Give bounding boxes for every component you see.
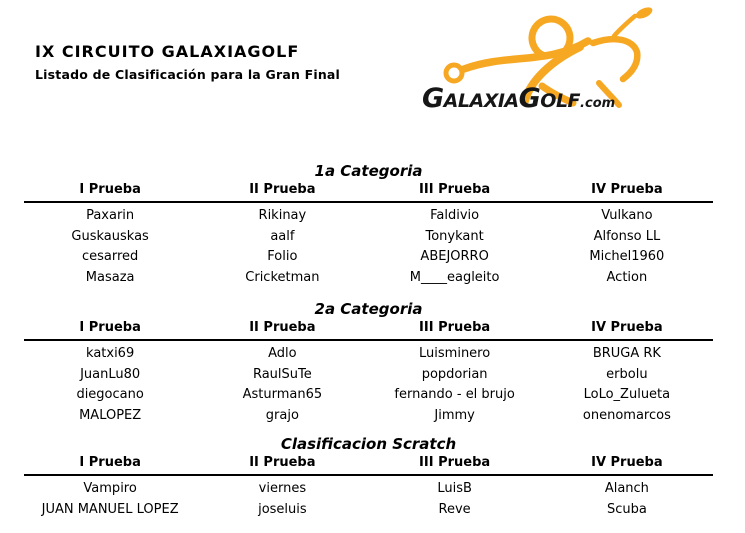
player-name-cell: popdorian — [421, 366, 488, 382]
table-row — [24, 406, 713, 427]
player-name-cell: grajo — [265, 407, 299, 423]
player-name-cell: Cricketman — [245, 269, 320, 285]
player-name-cell: Paxarin — [86, 208, 135, 223]
column-header: I Prueba — [24, 182, 196, 202]
brand-suffix: .com — [580, 96, 616, 111]
player-name-cell: Tonykant — [425, 228, 484, 244]
doc-title: IX CIRCUITO GALAXIAGOLF — [35, 42, 300, 61]
results-table — [24, 182, 713, 288]
player-name-cell: Guskauskas — [71, 228, 149, 244]
player-name-cell: viernes — [258, 481, 307, 496]
player-name-cell: cesarred — [81, 249, 139, 264]
column-header: II Prueba — [196, 455, 368, 475]
table-row — [24, 202, 713, 227]
column-header: I Prueba — [24, 320, 196, 340]
player-name-cell: fernando - el brujo — [394, 387, 515, 402]
player-name-cell: aalf — [270, 228, 295, 244]
player-name-cell: Faldivio — [430, 208, 480, 223]
category-section — [24, 299, 713, 426]
player-name-cell: joseluis — [258, 501, 307, 517]
player-name-cell: Alfonso LL — [593, 228, 661, 244]
player-name-cell: JuanLu80 — [80, 366, 141, 382]
player-name-cell: Action — [606, 269, 648, 285]
column-header: IV Prueba — [541, 182, 713, 202]
player-name-cell: erbolu — [606, 366, 648, 382]
column-header: III Prueba — [369, 182, 541, 202]
player-name-cell: Vulkano — [601, 208, 653, 223]
player-name-cell: Vampiro — [83, 481, 137, 496]
player-name-cell: BRUGA RK — [592, 346, 661, 361]
table-row — [24, 227, 713, 248]
section-title: 1a Categoria — [314, 162, 423, 180]
player-name-cell: Scuba — [606, 501, 647, 517]
section-title: 2a Categoria — [314, 300, 423, 318]
player-name-cell: katxi69 — [86, 346, 135, 361]
column-header: IV Prueba — [541, 455, 713, 475]
galaxiagolf-logo — [418, 3, 728, 129]
player-name-cell: LoLo_Zulueta — [583, 387, 671, 402]
column-header: II Prueba — [196, 182, 368, 202]
column-header: IV Prueba — [541, 320, 713, 340]
player-name-cell: Luisminero — [419, 346, 491, 361]
table-row — [24, 247, 713, 268]
section-title: Clasificacion Scratch — [280, 435, 457, 453]
table-row — [24, 268, 713, 289]
table-row — [24, 500, 713, 521]
column-header-row — [24, 455, 713, 475]
doc-subtitle: Listado de Clasificación para la Gran Final — [35, 67, 341, 82]
player-name-cell: onenomarcos — [582, 407, 671, 423]
player-name-cell: Reve — [438, 501, 471, 517]
player-name-cell: M____eagleito — [409, 269, 500, 285]
column-header: II Prueba — [196, 320, 368, 340]
player-name-cell: Michel1960 — [589, 249, 665, 264]
player-name-cell: Adlo — [268, 346, 297, 361]
player-name-cell: ABEJORRO — [420, 249, 489, 264]
column-header-row — [24, 182, 713, 202]
brand-letters: OLF — [540, 90, 581, 112]
player-name-cell: Folio — [267, 249, 298, 264]
player-name-cell: Masaza — [85, 269, 135, 285]
player-name-cell: Rikinay — [258, 208, 307, 223]
table-row — [24, 340, 713, 365]
brand-letter: G — [422, 83, 444, 114]
table-row — [24, 365, 713, 386]
player-name-cell: LuisB — [437, 481, 472, 496]
results-table — [24, 455, 713, 520]
column-header: I Prueba — [24, 455, 196, 475]
column-header-row — [24, 320, 713, 340]
brand-wordmark — [422, 83, 615, 114]
table-row — [24, 385, 713, 406]
results-table — [24, 320, 713, 426]
column-header: III Prueba — [369, 455, 541, 475]
player-name-cell: JUAN MANUEL LOPEZ — [41, 501, 179, 517]
column-header: III Prueba — [369, 320, 541, 340]
category-section — [24, 161, 713, 288]
player-name-cell: Alanch — [604, 481, 649, 496]
brand-letters: ALAXIA — [443, 90, 519, 112]
brand-letter: G — [518, 83, 541, 114]
player-name-cell: diegocano — [76, 387, 144, 402]
player-name-cell: Jimmy — [434, 407, 475, 423]
table-row — [24, 475, 713, 500]
player-name-cell: Asturman65 — [242, 387, 323, 402]
category-section — [24, 434, 713, 520]
player-name-cell: RaulSuTe — [252, 366, 312, 382]
player-name-cell: MALOPEZ — [79, 407, 142, 423]
